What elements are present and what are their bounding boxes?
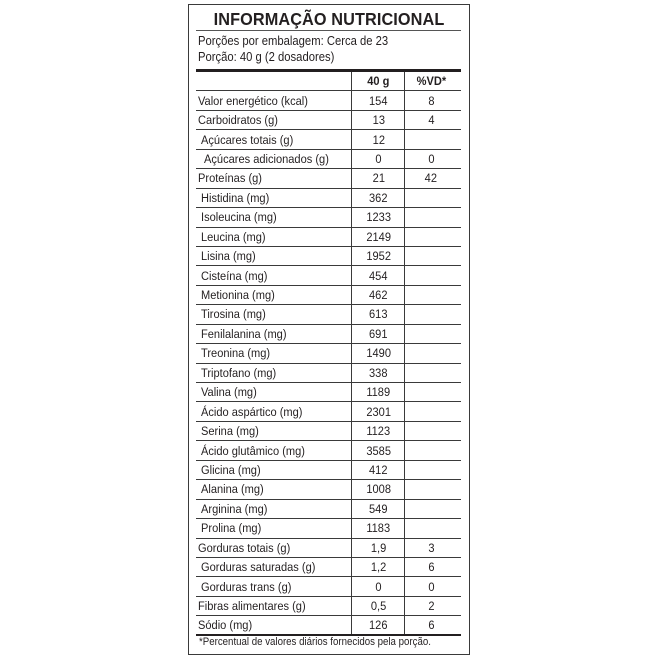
table-row xyxy=(196,325,461,344)
table-row xyxy=(196,616,461,635)
nutrient-quantity: 1233 xyxy=(351,208,405,226)
header-name xyxy=(196,72,351,90)
nutrient-quantity: 0 xyxy=(351,150,405,168)
nutrient-daily-value xyxy=(404,228,457,246)
table-row xyxy=(196,91,461,110)
nutrient-name: Valina (mg) xyxy=(201,385,257,400)
nutrient-name: Histidina (mg) xyxy=(201,190,270,205)
nutrient-quantity: 12 xyxy=(351,130,405,148)
nutrient-quantity: 1008 xyxy=(351,480,405,498)
table-row xyxy=(196,208,461,227)
nutrient-quantity: 549 xyxy=(351,500,405,518)
nutrient-name: Carboidratos (g) xyxy=(198,113,278,128)
nutrient-name: Prolina (mg) xyxy=(201,521,262,536)
nutrient-daily-value xyxy=(404,480,457,498)
nutrient-name: Cisteína (mg) xyxy=(201,268,268,283)
nutrient-daily-value xyxy=(404,286,457,304)
nutrient-daily-value: 0 xyxy=(404,150,457,168)
table-row xyxy=(196,519,461,538)
header-quantity: 40 g xyxy=(351,72,405,90)
table-row xyxy=(196,441,461,460)
nutrient-daily-value xyxy=(404,305,457,323)
nutrient-quantity: 454 xyxy=(351,266,405,284)
nutrient-daily-value: 8 xyxy=(404,91,457,109)
nutrient-daily-value xyxy=(404,383,457,401)
nutrient-daily-value xyxy=(404,402,457,420)
nutrient-quantity: 1183 xyxy=(351,519,405,537)
footnote: *Percentual de valores diários fornecidos pela porção. xyxy=(199,636,431,648)
nutrient-quantity: 2149 xyxy=(351,228,405,246)
nutrient-quantity: 1,9 xyxy=(351,539,405,557)
nutrient-name: Treonina (mg) xyxy=(201,346,271,361)
table-row xyxy=(196,364,461,383)
nutrient-name: Arginina (mg) xyxy=(201,501,268,516)
nutrient-quantity: 0,5 xyxy=(351,597,405,615)
nutrient-name: Alanina (mg) xyxy=(201,482,264,497)
nutrient-name: Fenilalanina (mg) xyxy=(201,326,287,341)
nutrient-daily-value xyxy=(404,519,457,537)
nutrient-name: Tirosina (mg) xyxy=(201,307,266,322)
table-row xyxy=(196,480,461,499)
nutrient-daily-value xyxy=(404,364,457,382)
table-row xyxy=(196,111,461,130)
table-row xyxy=(196,402,461,421)
table-row xyxy=(196,169,461,188)
nutrient-quantity: 3585 xyxy=(351,441,405,459)
nutrient-quantity: 613 xyxy=(351,305,405,323)
nutrient-quantity: 2301 xyxy=(351,402,405,420)
table-row xyxy=(196,597,461,616)
nutrient-daily-value: 2 xyxy=(404,597,457,615)
nutrient-name: Gorduras trans (g) xyxy=(201,579,292,594)
nutrient-name: Gorduras saturadas (g) xyxy=(201,560,316,575)
table-row xyxy=(196,461,461,480)
nutrition-table xyxy=(196,72,461,636)
table-row xyxy=(196,150,461,169)
nutrient-daily-value xyxy=(404,441,457,459)
nutrient-name: Triptofano (mg) xyxy=(201,365,277,380)
nutrient-daily-value: 6 xyxy=(404,558,457,576)
nutrient-name: Isoleucina (mg) xyxy=(201,210,277,225)
nutrient-name: Serina (mg) xyxy=(201,424,259,439)
table-row xyxy=(196,344,461,363)
nutrient-quantity: 362 xyxy=(351,189,405,207)
nutrient-daily-value: 4 xyxy=(404,111,457,129)
nutrient-quantity: 412 xyxy=(351,461,405,479)
nutrient-name: Lisina (mg) xyxy=(201,249,256,264)
nutrient-daily-value xyxy=(404,461,457,479)
label-title: INFORMAÇÃO NUTRICIONAL xyxy=(213,9,445,29)
table-row xyxy=(196,247,461,266)
table-row xyxy=(196,500,461,519)
nutrition-facts-label xyxy=(188,4,470,655)
nutrient-daily-value xyxy=(404,130,457,148)
nutrient-daily-value: 6 xyxy=(404,616,457,633)
nutrient-daily-value xyxy=(404,266,457,284)
nutrient-name: Sódio (mg) xyxy=(198,617,253,632)
servings-per-package: Porções por embalagem: Cerca de 23 xyxy=(198,34,389,48)
nutrient-quantity: 1123 xyxy=(351,422,405,440)
nutrient-quantity: 1189 xyxy=(351,383,405,401)
nutrient-daily-value: 0 xyxy=(404,577,457,595)
table-row xyxy=(196,286,461,305)
nutrient-name: Gorduras totais (g) xyxy=(198,540,291,555)
title-divider xyxy=(196,30,461,31)
table-row xyxy=(196,539,461,558)
table-row xyxy=(196,422,461,441)
nutrient-daily-value xyxy=(404,247,457,265)
nutrient-name: Fibras alimentares (g) xyxy=(198,599,306,614)
nutrient-quantity: 154 xyxy=(351,91,405,109)
nutrient-name: Açúcares adicionados (g) xyxy=(204,151,329,166)
nutrient-daily-value: 3 xyxy=(404,539,457,557)
nutrient-quantity: 1490 xyxy=(351,344,405,362)
nutrient-daily-value xyxy=(404,208,457,226)
nutrient-quantity: 1,2 xyxy=(351,558,405,576)
nutrient-daily-value xyxy=(404,422,457,440)
nutrient-daily-value xyxy=(404,500,457,518)
table-row xyxy=(196,266,461,285)
nutrient-quantity: 691 xyxy=(351,325,405,343)
nutrient-name: Metionina (mg) xyxy=(201,288,275,303)
table-header-row xyxy=(196,72,461,91)
nutrient-quantity: 338 xyxy=(351,364,405,382)
nutrient-quantity: 126 xyxy=(351,616,405,633)
nutrient-name: Leucina (mg) xyxy=(201,229,266,244)
nutrient-name: Glicina (mg) xyxy=(201,462,261,477)
nutrient-name: Ácido aspártico (mg) xyxy=(201,404,303,419)
nutrient-name: Ácido glutâmico (mg) xyxy=(201,443,305,458)
nutrient-quantity: 462 xyxy=(351,286,405,304)
nutrient-name: Valor energético (kcal) xyxy=(198,93,308,108)
nutrient-quantity: 0 xyxy=(351,577,405,595)
nutrient-daily-value xyxy=(404,189,457,207)
table-row xyxy=(196,558,461,577)
table-row xyxy=(196,189,461,208)
table-row xyxy=(196,577,461,596)
nutrient-name: Proteínas (g) xyxy=(198,171,262,186)
nutrient-quantity: 13 xyxy=(351,111,405,129)
nutrient-quantity: 1952 xyxy=(351,247,405,265)
table-row xyxy=(196,228,461,247)
table-row xyxy=(196,130,461,149)
nutrient-quantity: 21 xyxy=(351,169,405,187)
header-daily-value: %VD* xyxy=(404,72,457,90)
serving-size: Porção: 40 g (2 dosadores) xyxy=(198,50,335,64)
nutrient-name: Açúcares totais (g) xyxy=(201,132,294,147)
nutrient-daily-value xyxy=(404,325,457,343)
nutrient-daily-value xyxy=(404,344,457,362)
nutrient-daily-value: 42 xyxy=(404,169,457,187)
table-row xyxy=(196,383,461,402)
table-row xyxy=(196,305,461,324)
